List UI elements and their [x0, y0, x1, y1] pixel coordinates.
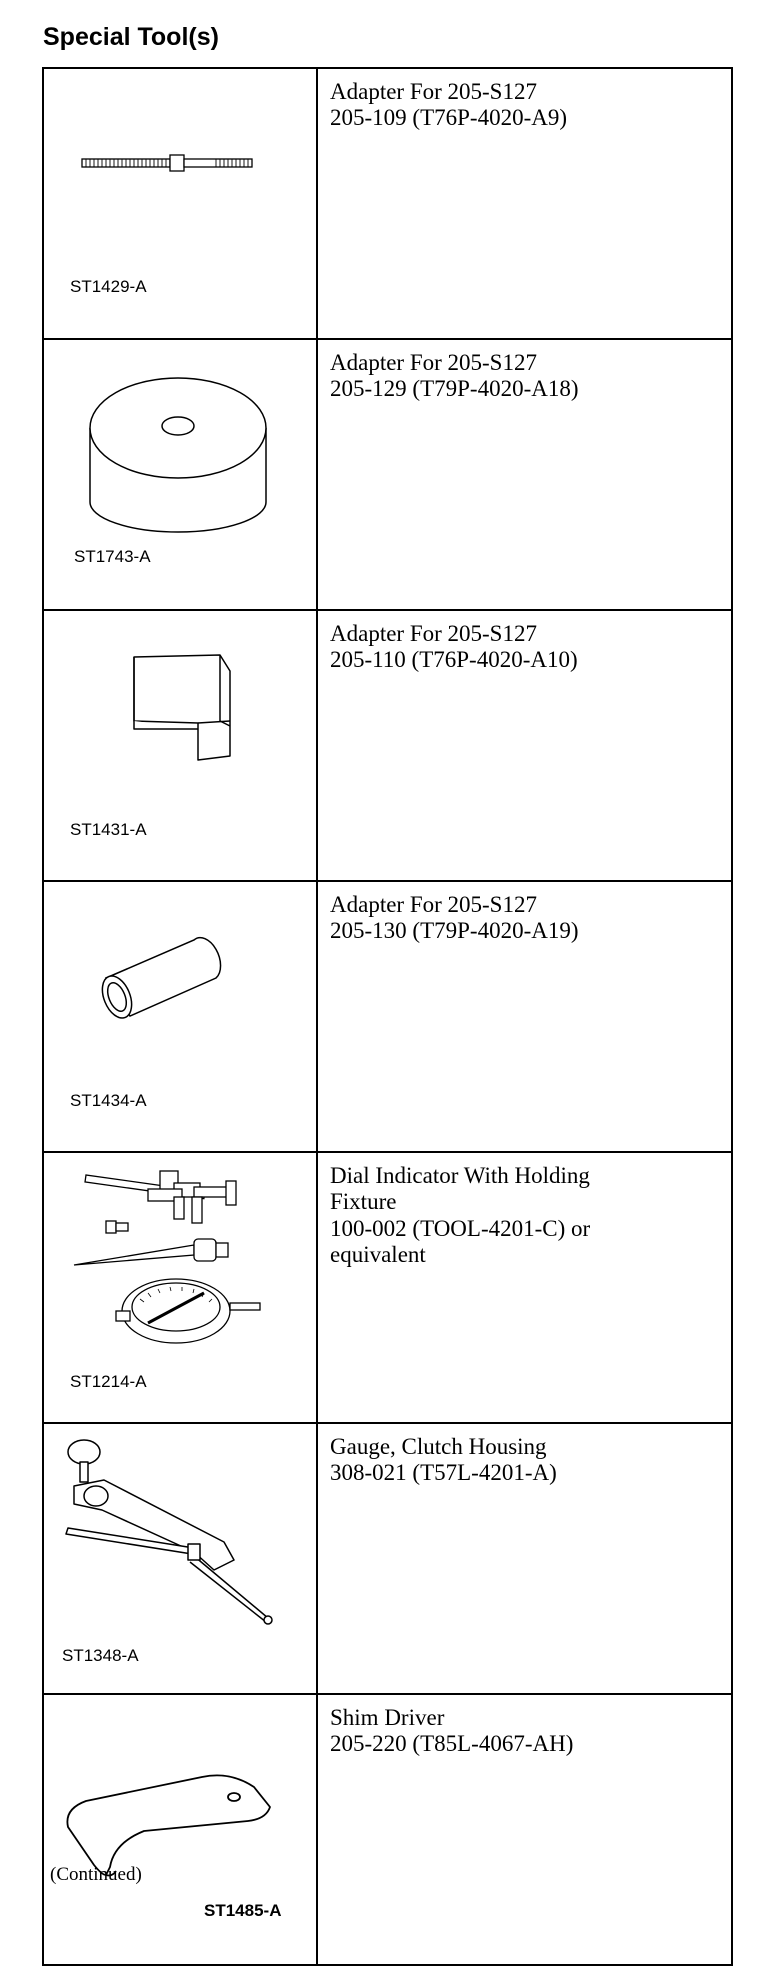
- tool-code: ST1348-A: [62, 1646, 139, 1665]
- tool-image-cell: [43, 610, 317, 881]
- clutch-housing-gauge-icon: [44, 1424, 316, 1683]
- tool-image-cell: [43, 339, 317, 610]
- special-tools-table: [42, 67, 733, 1966]
- description-line: Dial Indicator With Holding: [330, 1163, 590, 1188]
- description-line: 205-129 (T79P-4020-A18): [330, 376, 579, 402]
- tool-description: [317, 1694, 732, 1965]
- section-title: Special Tool(s): [43, 23, 219, 51]
- table-row: [43, 1152, 732, 1423]
- tool-description: [317, 610, 732, 881]
- description-line: Gauge, Clutch Housing: [330, 1434, 547, 1459]
- tool-image-cell: [43, 68, 317, 339]
- continued-note: (Continued): [50, 1864, 142, 1885]
- tool-code: ST1429-A: [70, 277, 147, 296]
- tool-image-cell: [43, 881, 317, 1152]
- tool-image-cell: [43, 1694, 317, 1965]
- description-line: 205-109 (T76P-4020-A9): [330, 105, 567, 131]
- description-line: Fixture: [330, 1189, 397, 1215]
- table-row: [43, 1694, 732, 1965]
- tool-description: [317, 1423, 732, 1694]
- description-line: Adapter For 205-S127: [330, 79, 537, 104]
- description-line: Adapter For 205-S127: [330, 621, 537, 646]
- description-line: Adapter For 205-S127: [330, 350, 537, 375]
- description-line: Adapter For 205-S127: [330, 892, 537, 917]
- description-line: 205-220 (T85L-4067-AH): [330, 1731, 574, 1757]
- tool-image-cell: [43, 1423, 317, 1694]
- description-line: 308-021 (T57L-4201-A): [330, 1460, 557, 1486]
- tool-description: [317, 339, 732, 610]
- table-row: [43, 881, 732, 1152]
- tool-code: ST1434-A: [70, 1091, 147, 1110]
- table-row: [43, 339, 732, 610]
- table-row: [43, 68, 732, 339]
- tool-image-cell: [43, 1152, 317, 1423]
- description-line: Shim Driver: [330, 1705, 445, 1730]
- tool-code: ST1743-A: [74, 547, 151, 566]
- table-row: [43, 1423, 732, 1694]
- tool-description: [317, 68, 732, 339]
- description-line: 205-110 (T76P-4020-A10): [330, 647, 578, 673]
- description-line: 205-130 (T79P-4020-A19): [330, 918, 579, 944]
- table-row: [43, 610, 732, 881]
- tool-code: ST1214-A: [70, 1372, 147, 1391]
- tool-code: ST1431-A: [70, 820, 147, 839]
- description-line: equivalent: [330, 1242, 426, 1268]
- description-line: 100-002 (TOOL-4201-C) or: [330, 1215, 591, 1241]
- tool-description: [317, 1152, 732, 1423]
- tool-code: ST1485-A: [204, 1901, 282, 1920]
- tool-description: [317, 881, 732, 1152]
